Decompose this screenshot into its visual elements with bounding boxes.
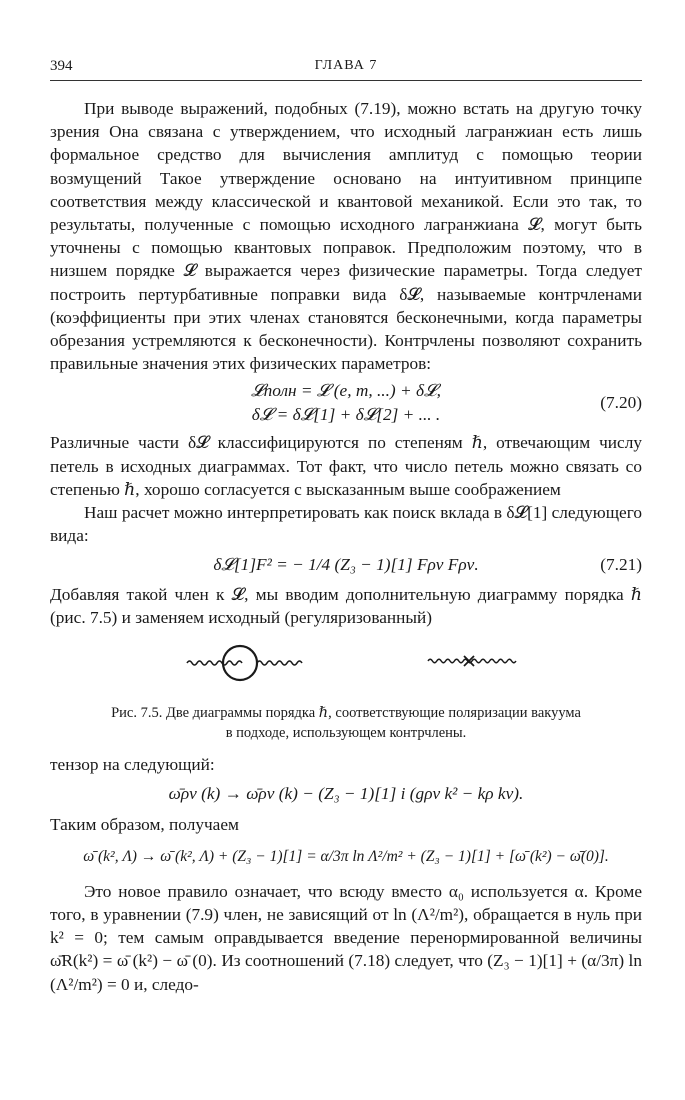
paragraph-6: Таким образом, получаем (50, 815, 239, 835)
equation-omega (50, 845, 642, 868)
header-rule (50, 80, 642, 81)
equation-omega-text: ω̄ (k², Λ) → ω̄ (k², Λ) + (Z₃ − 1)[1] = α/3π ln Λ²/m² + (Z₃ − 1)[1] + [ω̄ (k²) − ω̄(0)]. (83, 847, 609, 865)
figure-7-5-diagrams (50, 637, 642, 699)
wavy-line-counterterm (428, 659, 516, 663)
counterterm-diagram (428, 656, 516, 666)
wavy-line-left (187, 661, 242, 665)
paragraph-2: Различные части δ𝓛 классифицируются по степеням ℏ, отвечающим числу петель в исходных диаграммах. Тот факт, что число петель можно связать со степенью ℏ, хорошо согласуется с высказанным выше соображением (50, 433, 642, 499)
electron-loop (223, 646, 257, 680)
paragraph-5: тензор на следующий: (50, 755, 215, 775)
equation-7-20-number: (7.20) (600, 393, 642, 413)
equation-tensor-text: ω̄ρν (k) → ω̄ρν (k) − (Z₃ − 1)[1] i (gρν k² − kρ kν). (168, 784, 524, 804)
figure-caption-line-2: в подходе, использующем контрчлены. (225, 725, 467, 742)
figure-7-5 (50, 637, 642, 699)
book-page (50, 0, 642, 1100)
chapter-title: ГЛАВА 7 (314, 58, 378, 73)
equation-7-21 (50, 553, 642, 576)
page-body (50, 97, 642, 996)
paragraph-7: Это новое правило означает, что всюду вместо α₀ используется α. Кроме того, в уравнении (7.9) член, не зависящий от ln (Λ²/m²), обращается в нуль при k² = 0; тем самым оправдывается введение перенормированной величины ω̄R(k²) = ω̄ (k²) − ω̄ (0). Из соотношений (7.18) следует, что (Z₃ − 1)[1] + (α/3π) ln (Λ²/m²) = 0 и, следо- (50, 881, 642, 994)
wavy-line-right (257, 661, 302, 665)
page-header (50, 58, 642, 80)
equation-tensor (50, 782, 642, 805)
equation-7-20-line-1: 𝓛полн = 𝓛 (e, m, ...) + δ𝓛, (251, 381, 441, 401)
equation-7-20-line-2: δ𝓛 = δ𝓛[1] + δ𝓛[2] + ... . (251, 405, 441, 425)
paragraph-1: При выводе выражений, подобных (7.19), можно встать на другую точку зрения Она связана с утверждением, что исходный лагранжиан есть лишь формальное средство для вычисления амплитуд с помощью теории возмущений Такое утверждение основано на интуитивном принципе соответствия между классической и квантовой механикой. Если это так, то результаты, полученные с помощью исходного лагранжиана 𝓛, могут быть уточнены с помощью квантовых поправок. Предположим поэтому, что в низшем порядке 𝓛 выражается через физические параметры. Тогда следует построить пертурбативные поправки вида δ𝓛, называемые контрчленами (коэффициенты при этих членах становятся бесконечными, когда параметры обрезания устремляются к бесконечности). Контрчлены позволяют сохранить правильные значения этих физических параметров: (50, 99, 642, 374)
loop-diagram (187, 646, 302, 680)
equation-7-21-number: (7.21) (600, 555, 642, 575)
figure-caption-line-1: Рис. 7.5. Две диаграммы порядка ℏ, соответствующие поляризации вакуума (111, 705, 581, 722)
figure-caption (50, 703, 642, 743)
paragraph-4: Добавляя такой член к 𝓛, мы вводим дополнительную диаграмму порядка ℏ (рис. 7.5) и заменяем исходный (регуляризованный) (50, 584, 642, 627)
equation-7-21-text: δ𝓛[1]F² = − 1/4 (Z₃ − 1)[1] Fρν Fρν. (213, 555, 479, 575)
page-number: 394 (50, 58, 73, 74)
paragraph-3: Наш расчет можно интерпретировать как поиск вклада в δ𝓛[1] следующего вида: (50, 503, 642, 546)
equation-7-20 (50, 379, 642, 427)
